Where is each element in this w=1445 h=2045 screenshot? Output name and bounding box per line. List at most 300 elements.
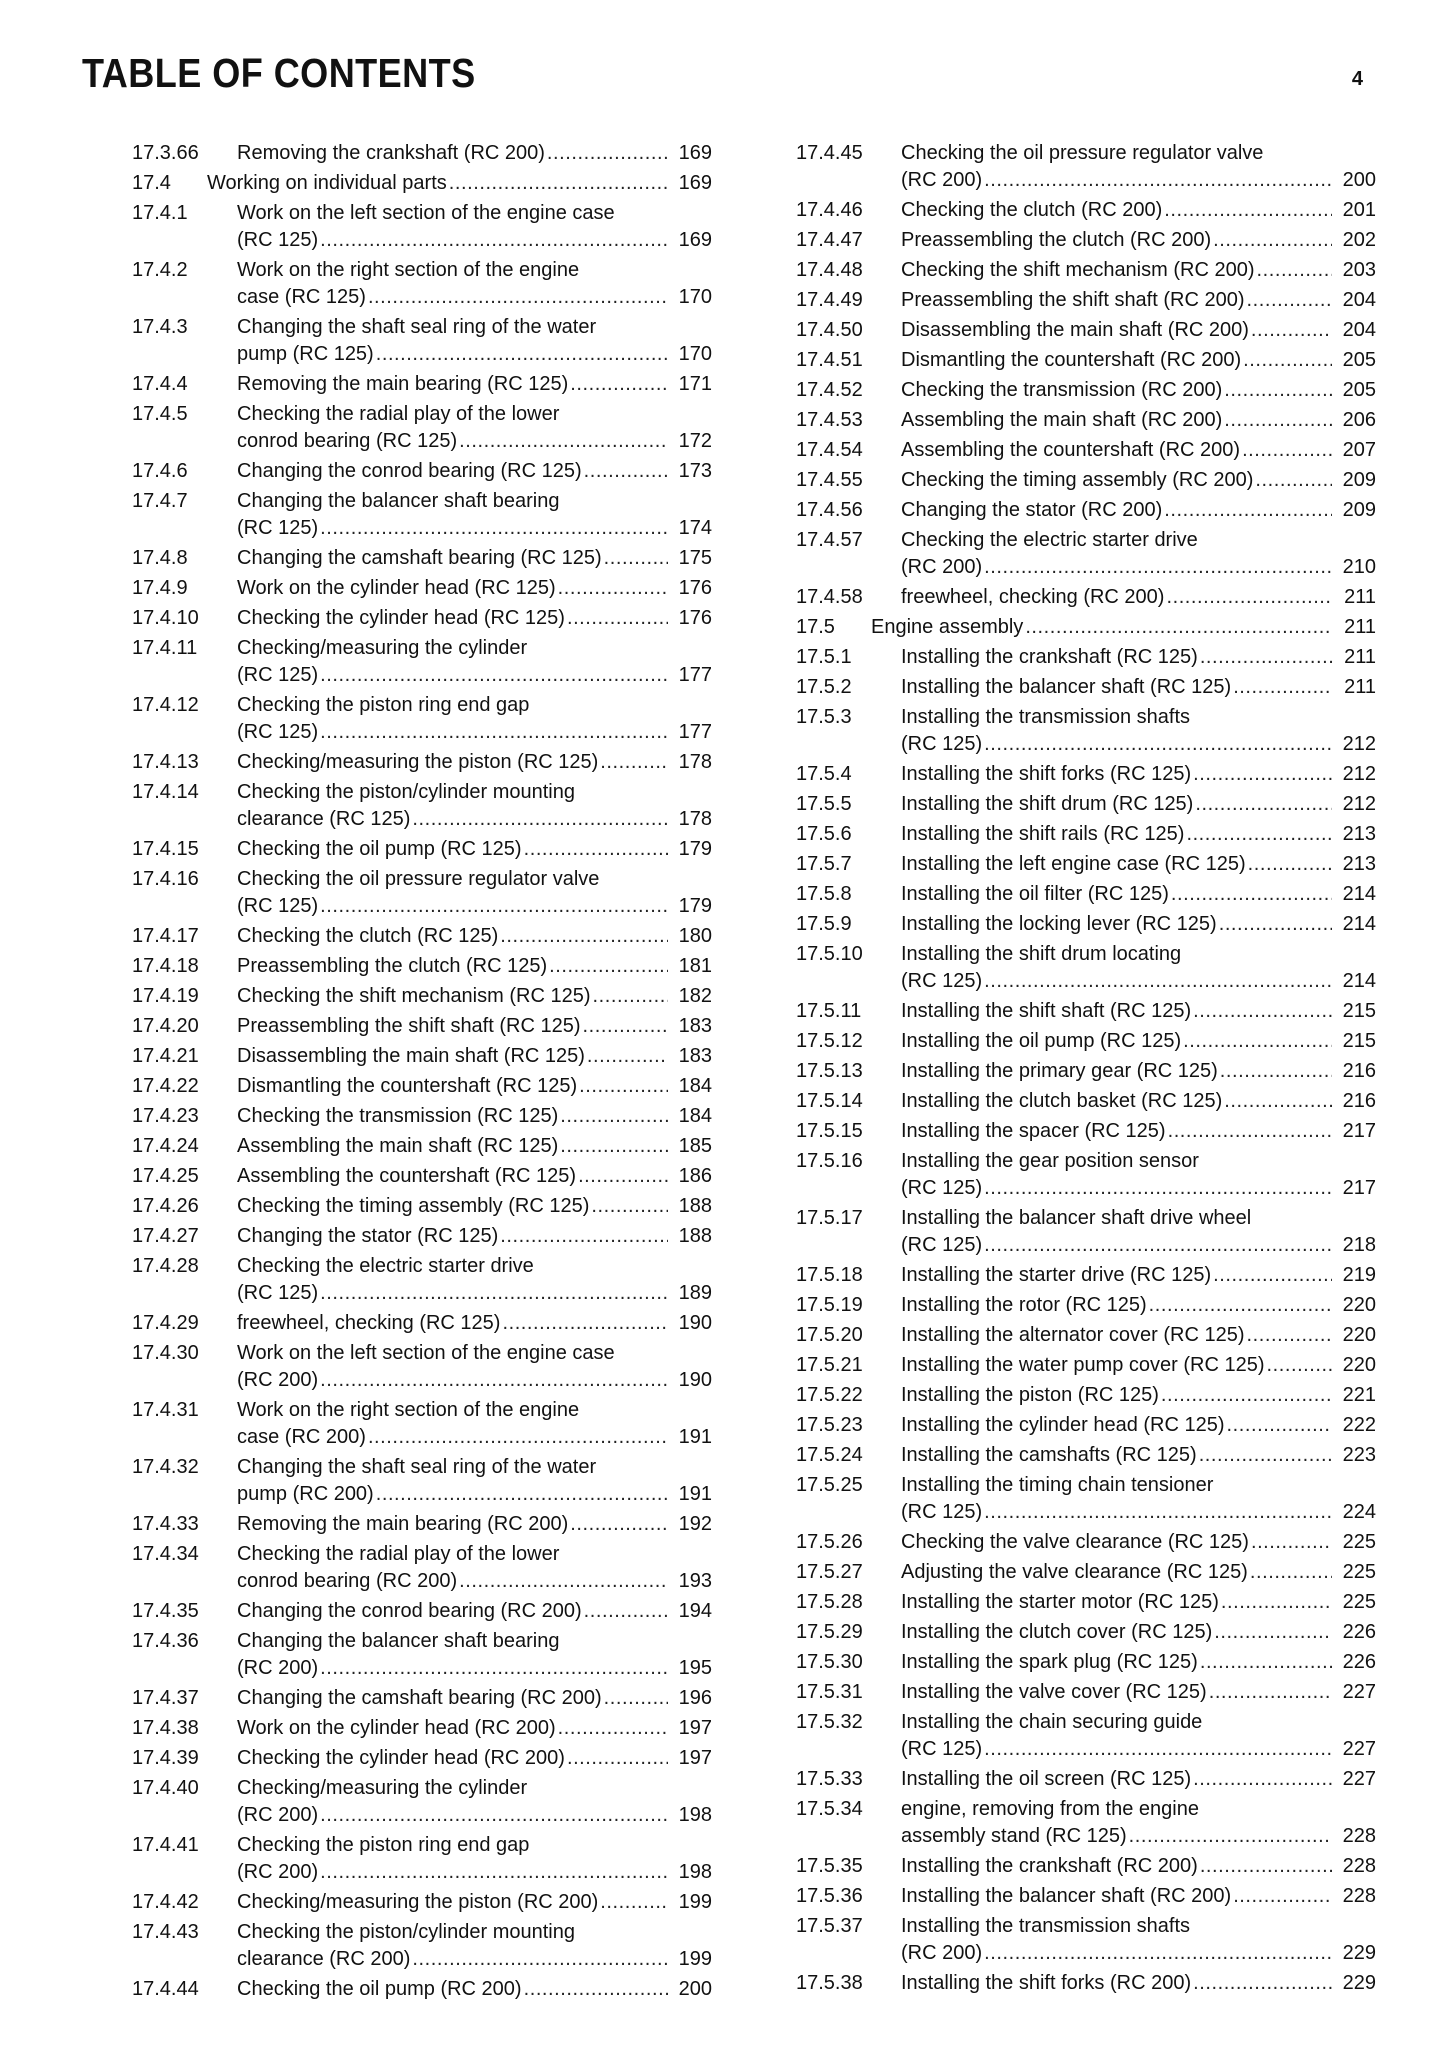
toc-entry[interactable] [132,401,712,455]
dot-leader [1149,1292,1332,1319]
toc-entry[interactable] [132,779,712,833]
toc-entry[interactable] [796,584,1376,611]
toc-entry-page: 175 [678,547,712,569]
dot-leader [984,1499,1332,1526]
toc-entry-page: 203 [1342,259,1376,281]
dot-leader [558,575,668,602]
toc-entry-page: 200 [678,1978,712,2000]
dot-leader [984,968,1332,995]
toc-entry[interactable] [796,644,1376,671]
toc-entry-title: case (RC 125) [237,286,366,308]
toc-entry-page: 212 [1342,793,1376,815]
toc-entry-number: 17.4.35 [132,1600,199,1622]
toc-entry-page: 211 [1344,586,1376,608]
toc-entry[interactable] [132,1715,712,1742]
toc-entry-title: Checking/measuring the piston (RC 125) [237,751,599,773]
toc-entry-page: 211 [1344,646,1376,668]
toc-entry-title: (RC 200) [237,1804,319,1826]
dot-leader [591,1193,668,1220]
toc-entry-number: 17.5.24 [796,1444,863,1466]
toc-entry-number: 17.4.22 [132,1075,199,1097]
toc-entry[interactable] [132,1685,712,1712]
toc-entry-number: 17.5.4 [796,763,852,785]
toc-entry[interactable] [796,1442,1376,1469]
toc-entry-number: 17.4.36 [132,1630,199,1652]
toc-entry[interactable] [796,1058,1376,1085]
toc-entry[interactable] [132,953,712,980]
toc-entry[interactable] [132,1340,712,1394]
toc-entry[interactable] [132,1223,712,1250]
toc-entry-title: conrod bearing (RC 125) [237,430,458,452]
toc-entry-page: 170 [678,343,712,365]
toc-entry-title: Changing the shaft seal ring of the water [237,1456,597,1478]
toc-entry-number: 17.4.5 [132,403,188,425]
toc-entry-number: 17.4.48 [796,259,863,281]
toc-entry-number: 17.4.4 [132,373,188,395]
toc-entry-page: 227 [1342,1738,1376,1760]
toc-entry-title: Preassembling the clutch (RC 200) [901,229,1212,251]
toc-entry[interactable] [796,674,1376,701]
toc-entry-title: Installing the oil screen (RC 125) [901,1768,1192,1790]
toc-entry-number: 17.4.8 [132,547,188,569]
toc-entry[interactable] [796,614,1376,641]
toc-entry-number: 17.4.9 [132,577,188,599]
toc-entry-title: Engine assembly [871,616,1024,638]
toc-entry[interactable] [132,1745,712,1772]
toc-entry[interactable] [796,1352,1376,1379]
toc-entry-title: Checking the transmission (RC 125) [237,1105,559,1127]
toc-entry[interactable] [796,467,1376,494]
toc-entry-page: 176 [678,607,712,629]
toc-entry-number: 17.5.1 [796,646,852,668]
toc-entry-number: 17.4.25 [132,1165,199,1187]
toc-entry[interactable] [796,1412,1376,1439]
toc-entry-title: Assembling the main shaft (RC 200) [901,409,1223,431]
toc-entry-page: 227 [1342,1768,1376,1790]
toc-entry-title: Removing the main bearing (RC 200) [237,1513,569,1535]
toc-entry[interactable] [796,1292,1376,1319]
dot-leader [320,893,668,920]
dot-leader [1168,1118,1332,1145]
dot-leader [1221,1589,1332,1616]
toc-entry-title: Installing the gear position sensor [901,1150,1199,1172]
dot-leader [984,731,1332,758]
dot-leader [1224,1088,1332,1115]
toc-entry-title: Checking the oil pressure regulator valve [237,868,600,890]
toc-entry[interactable] [132,488,712,542]
toc-entry[interactable] [132,866,712,920]
toc-entry-number: 17.4.46 [796,199,863,221]
toc-entry[interactable] [796,821,1376,848]
toc-entry-number: 17.5.26 [796,1531,863,1553]
toc-entry[interactable] [132,257,712,311]
toc-entry-page: 169 [678,142,712,164]
dot-leader [1193,998,1332,1025]
toc-entry[interactable] [796,1028,1376,1055]
dot-leader [1164,497,1332,524]
toc-entry-title: Checking the cylinder head (RC 125) [237,607,565,629]
toc-entry-number: 17.4.2 [132,259,188,281]
toc-entry-title: Installing the crankshaft (RC 125) [901,646,1198,668]
toc-entry-title: Installing the balancer shaft (RC 200) [901,1885,1232,1907]
dot-leader [1183,1028,1332,1055]
toc-entry[interactable] [132,140,712,167]
toc-entry[interactable] [132,1133,712,1160]
dot-leader [1186,821,1332,848]
toc-entry-number: 17.5.34 [796,1798,863,1820]
toc-entry-page: 218 [1342,1234,1376,1256]
dot-leader [500,923,668,950]
toc-entry-page: 212 [1342,733,1376,755]
toc-entry-title: Installing the alternator cover (RC 125) [901,1324,1245,1346]
dot-leader [1224,407,1332,434]
dot-leader [320,1802,668,1829]
toc-entry[interactable] [796,1913,1376,1967]
dot-leader [584,458,668,485]
toc-entry[interactable] [796,1472,1376,1526]
toc-entry-title: pump (RC 200) [237,1483,374,1505]
toc-entry-number: 17.5.29 [796,1621,863,1643]
toc-entry-page: 209 [1342,499,1376,521]
toc-entry[interactable] [796,1766,1376,1793]
toc-entry[interactable] [796,1559,1376,1586]
toc-entry-title: Checking/measuring the piston (RC 200) [237,1891,599,1913]
dot-leader [412,806,668,833]
toc-entry-title: Removing the crankshaft (RC 200) [237,142,545,164]
toc-entry[interactable] [796,1589,1376,1616]
toc-entry-title: Checking the clutch (RC 125) [237,925,499,947]
toc-entry-title: clearance (RC 125) [237,808,411,830]
toc-entry-number: 17.4.57 [796,529,863,551]
toc-entry-page: 172 [678,430,712,452]
toc-entry[interactable] [796,851,1376,878]
toc-entry-title: Installing the shift forks (RC 200) [901,1972,1192,1994]
toc-entry-page: 186 [678,1165,712,1187]
dot-leader [1233,674,1332,701]
toc-entry-number: 17.4.51 [796,349,863,371]
toc-entry[interactable] [132,1541,712,1595]
toc-entry-title: (RC 200) [237,1369,319,1391]
toc-entry-page: 229 [1342,1972,1376,1994]
toc-entry[interactable] [132,371,712,398]
toc-entry[interactable] [132,1103,712,1130]
toc-entry[interactable] [132,1832,712,1886]
toc-entry[interactable] [796,257,1376,284]
toc-entry-number: 17.4.37 [132,1687,199,1709]
toc-entry[interactable] [132,1013,712,1040]
toc-entry-number: 17.4.21 [132,1045,199,1067]
toc-entry-title: Changing the balancer shaft bearing [237,490,560,512]
toc-entry-page: 216 [1342,1090,1376,1112]
toc-entry-number: 17.5.2 [796,676,852,698]
toc-entry-page: 205 [1342,379,1376,401]
toc-entry-page: 179 [678,838,712,860]
toc-entry-page: 226 [1342,1621,1376,1643]
toc-entry[interactable] [132,545,712,572]
dot-leader [549,953,668,980]
dot-leader [320,1367,668,1394]
toc-entry-title: Installing the cylinder head (RC 125) [901,1414,1225,1436]
toc-entry-title: Checking the clutch (RC 200) [901,199,1163,221]
toc-entry[interactable] [796,941,1376,995]
toc-entry-page: 227 [1342,1681,1376,1703]
toc-entry-page: 216 [1342,1060,1376,1082]
toc-entry-page: 217 [1342,1120,1376,1142]
toc-entry-page: 185 [678,1135,712,1157]
dot-leader [578,1163,668,1190]
toc-entry-number: 17.5.7 [796,853,852,875]
toc-entry-page: 178 [678,808,712,830]
toc-entry-title: Installing the starter drive (RC 125) [901,1264,1212,1286]
toc-entry-title: (RC 125) [237,664,319,686]
toc-entry-title: Removing the main bearing (RC 125) [237,373,569,395]
toc-entry-title: Checking the valve clearance (RC 125) [901,1531,1249,1553]
toc-entry-number: 17.4.33 [132,1513,199,1535]
toc-entry-page: 194 [678,1600,712,1622]
toc-entry[interactable] [132,1628,712,1682]
toc-entry-page: 191 [678,1483,712,1505]
toc-entry-page: 220 [1342,1354,1376,1376]
toc-entry[interactable] [132,1163,712,1190]
toc-entry[interactable] [796,1619,1376,1646]
toc-entry[interactable] [796,761,1376,788]
toc-entry-page: 224 [1342,1501,1376,1523]
toc-entry[interactable] [132,1193,712,1220]
toc-entry-title: Checking the oil pressure regulator valve [901,142,1264,164]
toc-entry[interactable] [796,1529,1376,1556]
toc-entry-number: 17.4.3 [132,316,188,338]
toc-entry[interactable] [796,1088,1376,1115]
toc-entry-page: 215 [1342,1000,1376,1022]
dot-leader [1195,791,1332,818]
toc-entry-title: Installing the locking lever (RC 125) [901,913,1217,935]
toc-entry[interactable] [132,1919,712,1973]
dot-leader [600,1889,668,1916]
toc-entry-title: Checking the piston/cylinder mounting [237,781,575,803]
toc-entry[interactable] [796,1679,1376,1706]
toc-entry-number: 17.4.19 [132,985,199,1007]
dot-leader [320,1280,668,1307]
toc-entry-number: 17.5.23 [796,1414,863,1436]
toc-entry-title: (RC 125) [237,895,319,917]
toc-entry-title: Checking the shift mechanism (RC 200) [901,259,1255,281]
toc-entry[interactable] [796,881,1376,908]
toc-entry-number: 17.5.20 [796,1324,863,1346]
toc-entry-title: Installing the transmission shafts [901,1915,1191,1937]
toc-entry-page: 169 [678,172,712,194]
toc-entry-title: Checking the piston ring end gap [237,1834,530,1856]
toc-entry[interactable] [796,227,1376,254]
toc-entry[interactable] [132,635,712,689]
toc-entry-title: engine, removing from the engine [901,1798,1199,1820]
toc-entry-title: Assembling the main shaft (RC 125) [237,1135,559,1157]
toc-entry[interactable] [132,983,712,1010]
toc-entry-number: 17.3.66 [132,142,199,164]
toc-entry[interactable] [796,911,1376,938]
toc-entry-number: 17.4.50 [796,319,863,341]
toc-entry[interactable] [796,437,1376,464]
toc-entry-page: 191 [678,1426,712,1448]
toc-entry-title: Installing the shift drum locating [901,943,1182,965]
toc-entry[interactable] [796,1382,1376,1409]
toc-entry-title: Checking the cylinder head (RC 200) [237,1747,565,1769]
toc-entry[interactable] [796,1970,1376,1997]
toc-entry-number: 17.5.8 [796,883,852,905]
toc-entry-title: Installing the left engine case (RC 125) [901,853,1246,875]
toc-entry[interactable] [132,1511,712,1538]
toc-entry-number: 17.4.54 [796,439,863,461]
page-title: TABLE OF CONTENTS [82,50,476,96]
toc-entry-page: 190 [678,1369,712,1391]
toc-entry[interactable] [132,1310,712,1337]
toc-entry-number: 17.5.32 [796,1711,863,1733]
toc-entry-title: Installing the shift forks (RC 125) [901,763,1192,785]
toc-entry[interactable] [796,497,1376,524]
dot-leader [604,1685,668,1712]
toc-entry[interactable] [132,1775,712,1829]
toc-entry[interactable] [796,317,1376,344]
toc-entry-page: 174 [678,517,712,539]
toc-entry-number: 17.4.44 [132,1978,199,2000]
dot-leader [368,1424,668,1451]
dot-leader [560,1133,668,1160]
toc-entry-number: 17.4.10 [132,607,199,629]
toc-entry[interactable] [132,575,712,602]
toc-entry[interactable] [796,1853,1376,1880]
toc-entry-page: 202 [1342,229,1376,251]
toc-entry[interactable] [796,704,1376,758]
dot-leader [459,1568,668,1595]
toc-entry-title: Installing the clutch basket (RC 125) [901,1090,1223,1112]
toc-entry[interactable] [796,377,1376,404]
toc-entry[interactable] [796,347,1376,374]
dot-leader [1193,1766,1332,1793]
dot-leader [1255,467,1332,494]
toc-entry[interactable] [132,1253,712,1307]
toc-entry-page: 184 [678,1105,712,1127]
toc-entry[interactable] [132,170,712,197]
dot-leader [984,554,1332,581]
toc-entry[interactable] [796,1148,1376,1202]
toc-entry[interactable] [132,749,712,776]
toc-entry[interactable] [132,1889,712,1916]
toc-entry-number: 17.5.37 [796,1915,863,1937]
toc-entry-title: Checking the piston/cylinder mounting [237,1921,575,1943]
toc-entry[interactable] [132,458,712,485]
toc-column-right [796,140,1376,2000]
toc-entry-number: 17.5.3 [796,706,852,728]
toc-entry-title: Installing the oil filter (RC 125) [901,883,1169,905]
toc-entry-page: 214 [1342,913,1376,935]
toc-entry-page: 188 [678,1225,712,1247]
toc-entry[interactable] [132,1043,712,1070]
toc-entry-number: 17.4.31 [132,1399,199,1421]
toc-entry[interactable] [132,1397,712,1451]
toc-entry-page: 173 [678,460,712,482]
toc-entry-page: 212 [1342,763,1376,785]
dot-leader [1199,1442,1332,1469]
toc-entry[interactable] [132,314,712,368]
toc-entry[interactable] [796,1118,1376,1145]
toc-entry[interactable] [796,1262,1376,1289]
toc-entry-number: 17.5.5 [796,793,852,815]
toc-entry[interactable] [132,605,712,632]
toc-entry-number: 17.5.33 [796,1768,863,1790]
toc-entry-title: (RC 200) [237,1861,319,1883]
toc-entry-page: 189 [678,1282,712,1304]
toc-entry[interactable] [132,923,712,950]
toc-entry[interactable] [132,836,712,863]
toc-entry-page: 228 [1342,1825,1376,1847]
dot-leader [1214,1619,1332,1646]
toc-entry-number: 17.4.45 [796,142,863,164]
toc-entry[interactable] [796,527,1376,581]
toc-entry[interactable] [796,1649,1376,1676]
toc-entry-title: (RC 125) [237,1282,319,1304]
toc-entry-title: (RC 200) [901,169,983,191]
toc-entry[interactable] [796,998,1376,1025]
toc-entry[interactable] [796,1205,1376,1259]
toc-entry-number: 17.5.19 [796,1294,863,1316]
toc-entry[interactable] [132,200,712,254]
dot-leader [1233,1883,1332,1910]
toc-entry-number: 17.5.21 [796,1354,863,1376]
dot-leader [1247,287,1333,314]
toc-entry[interactable] [796,1796,1376,1850]
toc-entry[interactable] [796,791,1376,818]
toc-entry[interactable] [132,1976,712,2003]
toc-entry[interactable] [796,197,1376,224]
dot-leader [1166,584,1332,611]
dot-leader [376,341,668,368]
toc-entry-title: Assembling the countershaft (RC 200) [901,439,1241,461]
toc-entry[interactable] [796,1322,1376,1349]
dot-leader [1193,761,1332,788]
toc-entry-title: (RC 125) [901,733,983,755]
toc-entry[interactable] [132,692,712,746]
toc-entry-page: 221 [1342,1384,1376,1406]
toc-entry[interactable] [796,407,1376,434]
toc-entry[interactable] [796,140,1376,194]
toc-entry-page: 195 [678,1657,712,1679]
toc-entry-page: 205 [1342,349,1376,371]
dot-leader [320,1655,668,1682]
toc-entry-page: 171 [678,373,712,395]
toc-entry[interactable] [132,1073,712,1100]
dot-leader [1247,1322,1333,1349]
toc-entry[interactable] [132,1598,712,1625]
toc-entry[interactable] [796,1883,1376,1910]
toc-entry-page: 198 [678,1861,712,1883]
toc-entry-page: 225 [1342,1531,1376,1553]
toc-entry-page: 192 [678,1513,712,1535]
toc-entry-page: 228 [1342,1885,1376,1907]
toc-entry-title: (RC 125) [237,229,319,251]
toc-entry-page: 190 [678,1312,712,1334]
dot-leader [984,1736,1332,1763]
toc-entry-page: 177 [678,664,712,686]
toc-entry-page: 210 [1342,556,1376,578]
toc-entry-page: 213 [1342,853,1376,875]
toc-entry-number: 17.4.11 [132,637,198,659]
toc-entry[interactable] [132,1454,712,1508]
toc-entry-page: 229 [1342,1942,1376,1964]
toc-entry[interactable] [796,287,1376,314]
toc-entry[interactable] [796,1709,1376,1763]
dot-leader [1267,1352,1333,1379]
toc-entry-number: 17.5.6 [796,823,852,845]
toc-entry-title: freewheel, checking (RC 200) [901,586,1165,608]
